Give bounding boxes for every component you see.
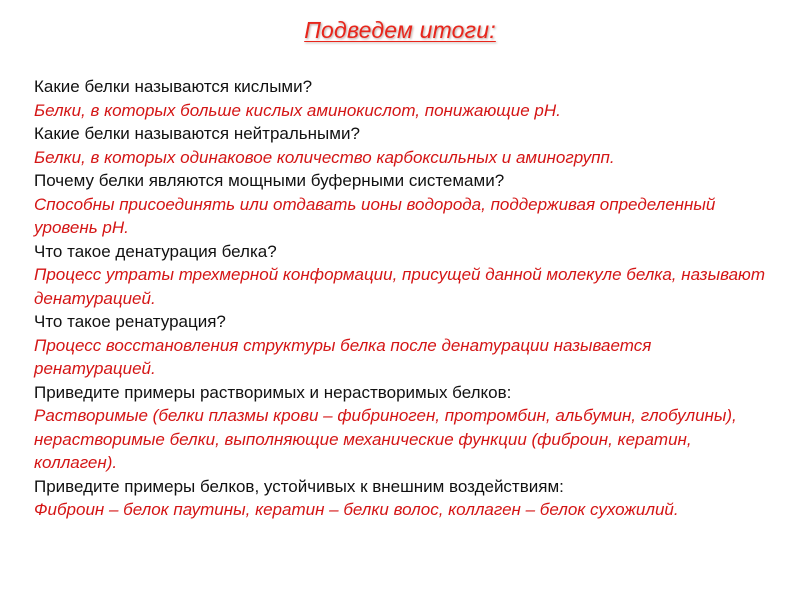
question-1: Какие белки называются кислыми? [34,77,313,96]
answer-4: Процесс утраты трехмерной конформации, присущей данной молекуле белка, называют денатурацией. [34,265,765,308]
answer-5: Процесс восстановления структуры белка после денатурации называется ренатурацией. [34,335,652,378]
answer-6: Растворимые (белки плазмы крови – фибриноген, протромбин, альбумин, глобулины), нерастворимые белки, выполняющие механические функции (фиброин, кератин, коллаген). [34,406,737,472]
question-6: Приведите примеры растворимых и нерастворимых белков: [34,382,512,402]
question-5: Что такое ренатурация? [34,312,226,331]
answer-3: Способны присоединять или отдавать ионы водорода, поддерживая определенный уровень рН. [34,194,716,237]
question-7: Приведите примеры белков, устойчивых к внешним воздействиям: [34,476,564,496]
question-4: Что такое денатурация белка? [34,241,277,261]
answer-1: Белки, в которых больше кислых аминокислот, понижающие рН. [34,100,561,120]
question-2: Какие белки называются нейтральными? [34,124,360,143]
answer-7: Фиброин – белок паутины, кератин – белки волос, коллаген – белок сухожилий. [34,500,679,519]
qa-list [34,75,769,522]
answer-2: Белки, в которых одинаковое количество карбоксильных и аминогрупп. [34,147,615,167]
question-3: Почему белки являются мощными буферными системами? [34,171,505,190]
slide-title: Подведем итоги: [304,17,496,43]
